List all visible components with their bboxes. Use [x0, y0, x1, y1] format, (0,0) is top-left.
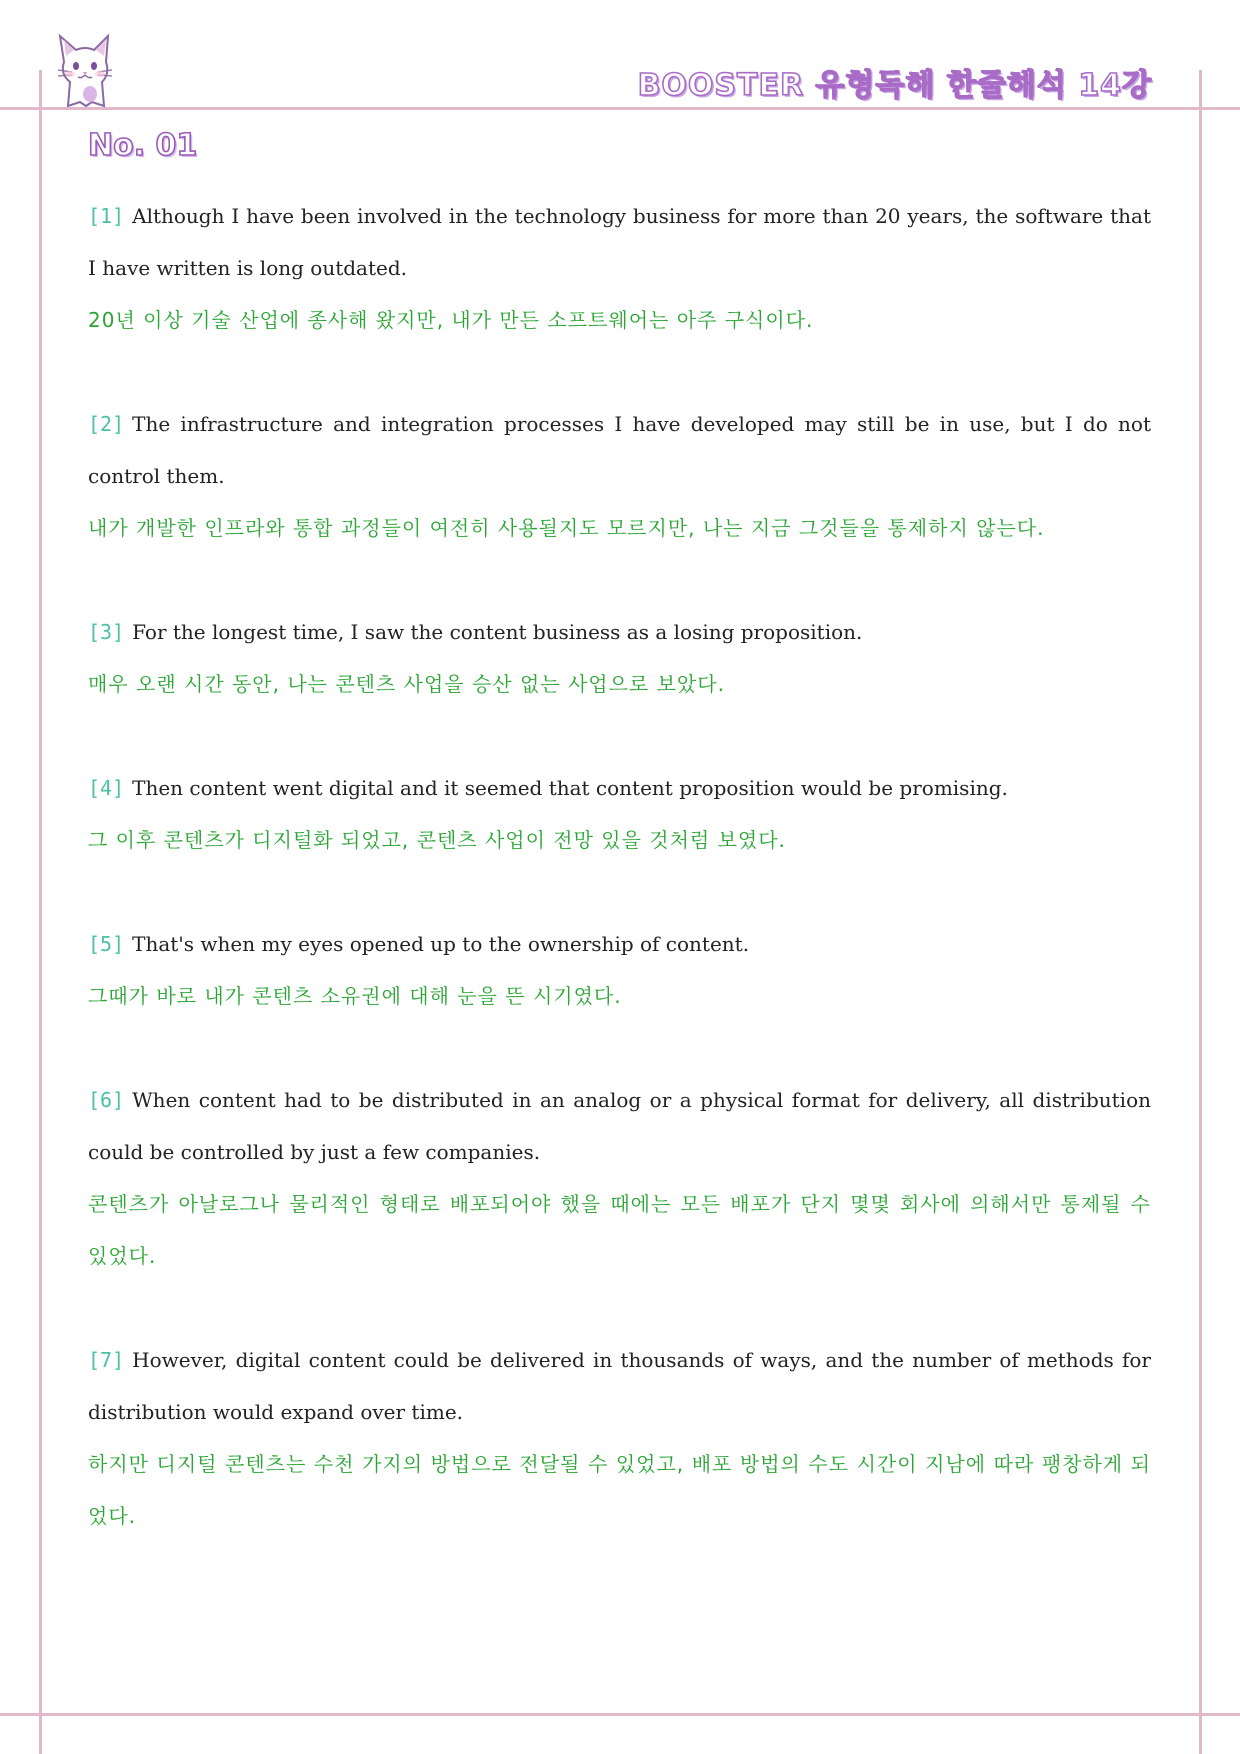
sentence-number: [5]	[88, 932, 125, 956]
english-text: That's when my eyes opened up to the ownership of content.	[132, 932, 750, 956]
korean-translation: 그때가 바로 내가 콘텐츠 소유권에 대해 눈을 뜬 시기였다.	[88, 984, 622, 1008]
english-text: However, digital content could be delivered in thousands of ways, and the number of methods for distribution would expand over time.	[88, 1348, 1151, 1424]
footer-divider	[0, 1713, 1240, 1716]
sentence-item	[88, 918, 1151, 1022]
header-title: BOOSTER 유형독해 한줄해석 14강	[637, 68, 1152, 103]
sentence-item	[88, 398, 1151, 554]
header-divider	[0, 107, 1240, 110]
sentence-number: [2]	[88, 412, 125, 436]
sentence-item	[88, 606, 1151, 710]
english-sentence	[88, 762, 1151, 814]
problem-number: No. 01	[88, 128, 198, 163]
sentence-number: [6]	[88, 1088, 125, 1112]
english-text: Then content went digital and it seemed that content proposition would be promising.	[132, 776, 1008, 800]
sentence-item	[88, 1074, 1151, 1282]
right-margin-line	[1199, 70, 1202, 1754]
korean-translation: 20년 이상 기술 산업에 종사해 왔지만, 내가 만든 소프트웨어는 아주 구식이다.	[88, 308, 814, 332]
sentence-item	[88, 190, 1151, 346]
english-sentence	[88, 918, 1151, 970]
sentence-item	[88, 762, 1151, 866]
english-sentence	[88, 190, 1151, 294]
left-margin-line	[39, 70, 42, 1754]
korean-translation: 콘텐츠가 아날로그나 물리적인 형태로 배포되어야 했을 때에는 모든 배포가 단지 몇몇 회사에 의해서만 통제될 수 있었다.	[88, 1192, 1151, 1268]
korean-translation: 하지만 디지털 콘텐츠는 수천 가지의 방법으로 전달될 수 있었고, 배포 방법의 수도 시간이 지남에 따라 팽창하게 되었다.	[88, 1452, 1151, 1528]
korean-translation: 내가 개발한 인프라와 통합 과정들이 여전히 사용될지도 모르지만, 나는 지금 그것들을 통제하지 않는다.	[88, 516, 1045, 540]
sentence-number: [1]	[88, 204, 125, 228]
sentence-number: [4]	[88, 776, 125, 800]
english-sentence	[88, 1334, 1151, 1438]
english-text: The infrastructure and integration processes I have developed may still be in use, but I do not control them.	[88, 412, 1151, 488]
sentence-item	[88, 1334, 1151, 1542]
english-sentence	[88, 606, 1151, 658]
english-text: When content had to be distributed in an analog or a physical format for delivery, all distribution could be controlled by just a few companies.	[88, 1088, 1151, 1164]
sentence-number: [7]	[88, 1348, 125, 1372]
english-sentence	[88, 398, 1151, 502]
sentence-number: [3]	[88, 620, 125, 644]
korean-translation: 그 이후 콘텐츠가 디지털화 되었고, 콘텐츠 사업이 전망 있을 것처럼 보였다.	[88, 828, 786, 852]
cat-logo-icon	[52, 30, 118, 110]
english-text: Although I have been involved in the technology business for more than 20 years, the software that I have written is long outdated.	[88, 204, 1151, 280]
korean-translation: 매우 오랜 시간 동안, 나는 콘텐츠 사업을 승산 없는 사업으로 보았다.	[88, 672, 725, 696]
sentence-list	[88, 190, 1151, 1542]
english-sentence	[88, 1074, 1151, 1178]
english-text: For the longest time, I saw the content business as a losing proposition.	[132, 620, 863, 644]
